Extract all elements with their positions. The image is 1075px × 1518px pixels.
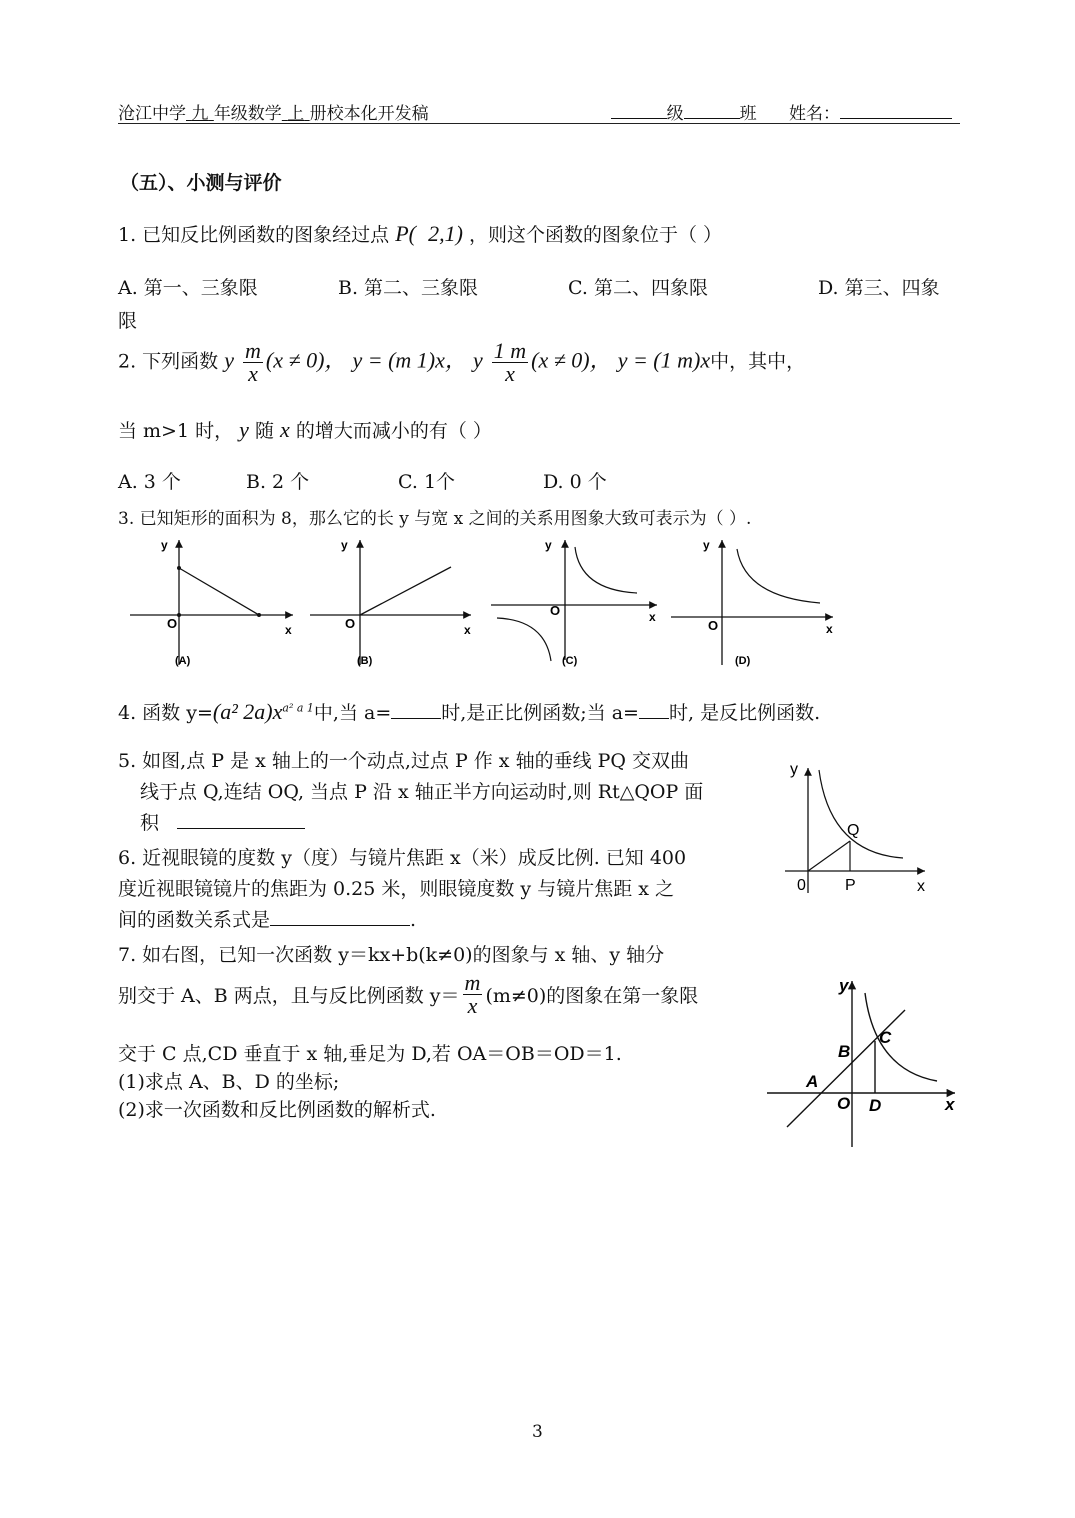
fig7-c: C xyxy=(879,1028,892,1047)
graph-c[interactable] xyxy=(491,538,657,667)
question-1: 1. 已知反比例函数的图象经过点 P( 2,1) ，则这个函数的图象位于（ ） xyxy=(118,221,722,246)
name-label: 姓名： xyxy=(789,104,840,124)
class-label: 班 xyxy=(739,104,757,124)
q7-part-1: (1)求点 A、B、D 的坐标; xyxy=(118,1071,340,1093)
graph-b-y: y xyxy=(341,538,348,552)
fig5-q: Q xyxy=(847,822,860,839)
q7-part-2: (2)求一次函数和反比例函数的解析式. xyxy=(118,1099,436,1121)
graph-d[interactable] xyxy=(671,538,833,667)
fig7-o: O xyxy=(837,1094,851,1113)
area-blank[interactable] xyxy=(177,810,305,829)
question-7-line1: 7. 如右图，已知一次函数 y＝kx+b(k≠0)的图象与 x 轴、y 轴分 xyxy=(118,944,665,966)
graph-c-x: x xyxy=(649,610,656,624)
fig5-y: y xyxy=(790,761,798,778)
graph-b-x: x xyxy=(464,623,471,637)
graph-c-label: (C) xyxy=(562,655,578,667)
term-suffix: 册校本化开发稿 xyxy=(309,104,429,124)
option-c[interactable]: C. 1个 xyxy=(398,471,456,493)
question-2: 2. 下列函数 y $\frac{m}{x}$ (x ≠ 0)， y = (m 1)x， y $\frac{1 m}{x}$ (x ≠ 0)， y = (1 m)x中，其中， xyxy=(118,338,806,386)
page-number: 3 xyxy=(532,1422,543,1442)
level-label: 级 xyxy=(666,104,684,124)
question-7-figure xyxy=(765,975,965,1150)
fraction-1-m-over-x: $\frac{1 m}{x}$ xyxy=(493,338,527,386)
graph-a-origin: O xyxy=(167,616,178,631)
question-6: 6. 近视眼镜的度数 y（度）与镜片焦距 x（米）成反比例. 已知 400 度近视眼镜镜片的焦距为 0.25 米，则眼镜度数 y 与镜片焦距 x 之 间的函数关系式是 . xyxy=(118,847,687,931)
graph-b-label: (B) xyxy=(357,655,373,667)
grade-suffix: 年级数学 xyxy=(213,104,282,124)
question-1-wrap: 限 xyxy=(118,310,138,332)
answer-blank-2[interactable] xyxy=(639,700,669,719)
section-title: （五）、小测与评价 xyxy=(120,172,282,194)
graph-d-label: (D) xyxy=(735,655,751,667)
option-b[interactable]: B. 2 个 xyxy=(246,471,310,493)
graph-c-origin: O xyxy=(550,603,561,618)
graph-b-origin: O xyxy=(345,616,356,631)
option-d[interactable]: D. 0 个 xyxy=(543,471,607,493)
fig7-a: A xyxy=(806,1072,819,1091)
question-5: 5. 如图,点 P 是 x 轴上的一个动点,过点 P 作 x 轴的垂线 PQ 交双曲 线于点 Q,连结 OQ, 当点 P 沿 x 轴正半方向运动时,则 Rt△QOP 面 积 xyxy=(118,750,704,834)
graph-d-y: y xyxy=(703,538,710,552)
graph-a[interactable] xyxy=(130,538,293,667)
function-expression: (a² 2a)x xyxy=(212,699,283,724)
fraction-m-over-x: $\frac{m}{x}$ xyxy=(245,338,261,386)
school-name: 沧江中学 xyxy=(118,104,186,124)
header-left xyxy=(118,99,429,124)
fraction-m-over-x-q7: $\frac{m}{x}$ xyxy=(464,970,481,1018)
fig7-x: x xyxy=(945,1095,955,1114)
graph-b[interactable] xyxy=(310,538,471,667)
option-c[interactable]: C. 第二、四象限 xyxy=(568,277,708,299)
graph-d-x: x xyxy=(826,622,833,636)
option-b[interactable]: B. 第二、三象限 xyxy=(338,277,479,299)
question-3: 3. 已知矩形的面积为 8，那么它的长 y 与宽 x 之间的关系用图象大致可表示为（ ）. xyxy=(118,509,752,529)
point-p: P( xyxy=(395,221,416,246)
fig7-y: y xyxy=(839,976,849,995)
graph-a-x: x xyxy=(285,623,292,637)
term: 上 xyxy=(287,104,305,124)
graph-a-y: y xyxy=(161,538,168,552)
graph-d-origin: O xyxy=(708,618,719,633)
level-blank[interactable] xyxy=(611,100,667,119)
graph-c-y: y xyxy=(545,538,552,552)
page-header xyxy=(118,97,960,124)
name-blank[interactable] xyxy=(840,100,952,119)
exponent: a² a 1 xyxy=(282,701,314,715)
fig5-p: P xyxy=(845,877,856,894)
class-blank[interactable] xyxy=(684,100,740,119)
question-7-line2: 别交于 A、B 两点，且与反比例函数 y＝ $\frac{m}{x}$ (m≠0)的图象在第一象限 xyxy=(118,970,699,1018)
question-5-figure xyxy=(785,758,945,898)
fig7-d: D xyxy=(869,1096,882,1115)
grade: 九 xyxy=(191,104,209,124)
function-blank[interactable] xyxy=(270,907,410,926)
fig5-origin: 0 xyxy=(797,877,806,894)
fig7-b: B xyxy=(838,1042,851,1061)
answer-blank-1[interactable] xyxy=(391,700,441,719)
fig5-x: x xyxy=(917,878,925,895)
question-2-line2: 当 m>1 时， y 随 x 的增大而减小的有（ ） xyxy=(118,417,492,442)
option-d[interactable]: D. 第三、四象 xyxy=(818,277,940,299)
question-3-graphs xyxy=(125,535,845,670)
graph-a-label: (A) xyxy=(175,655,191,667)
header-right xyxy=(611,99,952,124)
question-4: 4. 函数 y=(a² $2a)x^{a^2 a 1}$中,当 a= 时,是正比例函数;当 a= 时, 是反比例函数. xyxy=(118,699,821,724)
option-a[interactable]: A. 3 个 xyxy=(118,471,181,493)
question-7-body: 交于 C 点,CD 垂直于 x 轴,垂足为 D,若 OA＝OB＝OD＝1. (1)求点 A、B、D 的坐标; (2)求一次函数和反比例函数的解析式. xyxy=(118,1040,622,1124)
option-a[interactable]: A. 第一、三象限 xyxy=(118,277,258,299)
